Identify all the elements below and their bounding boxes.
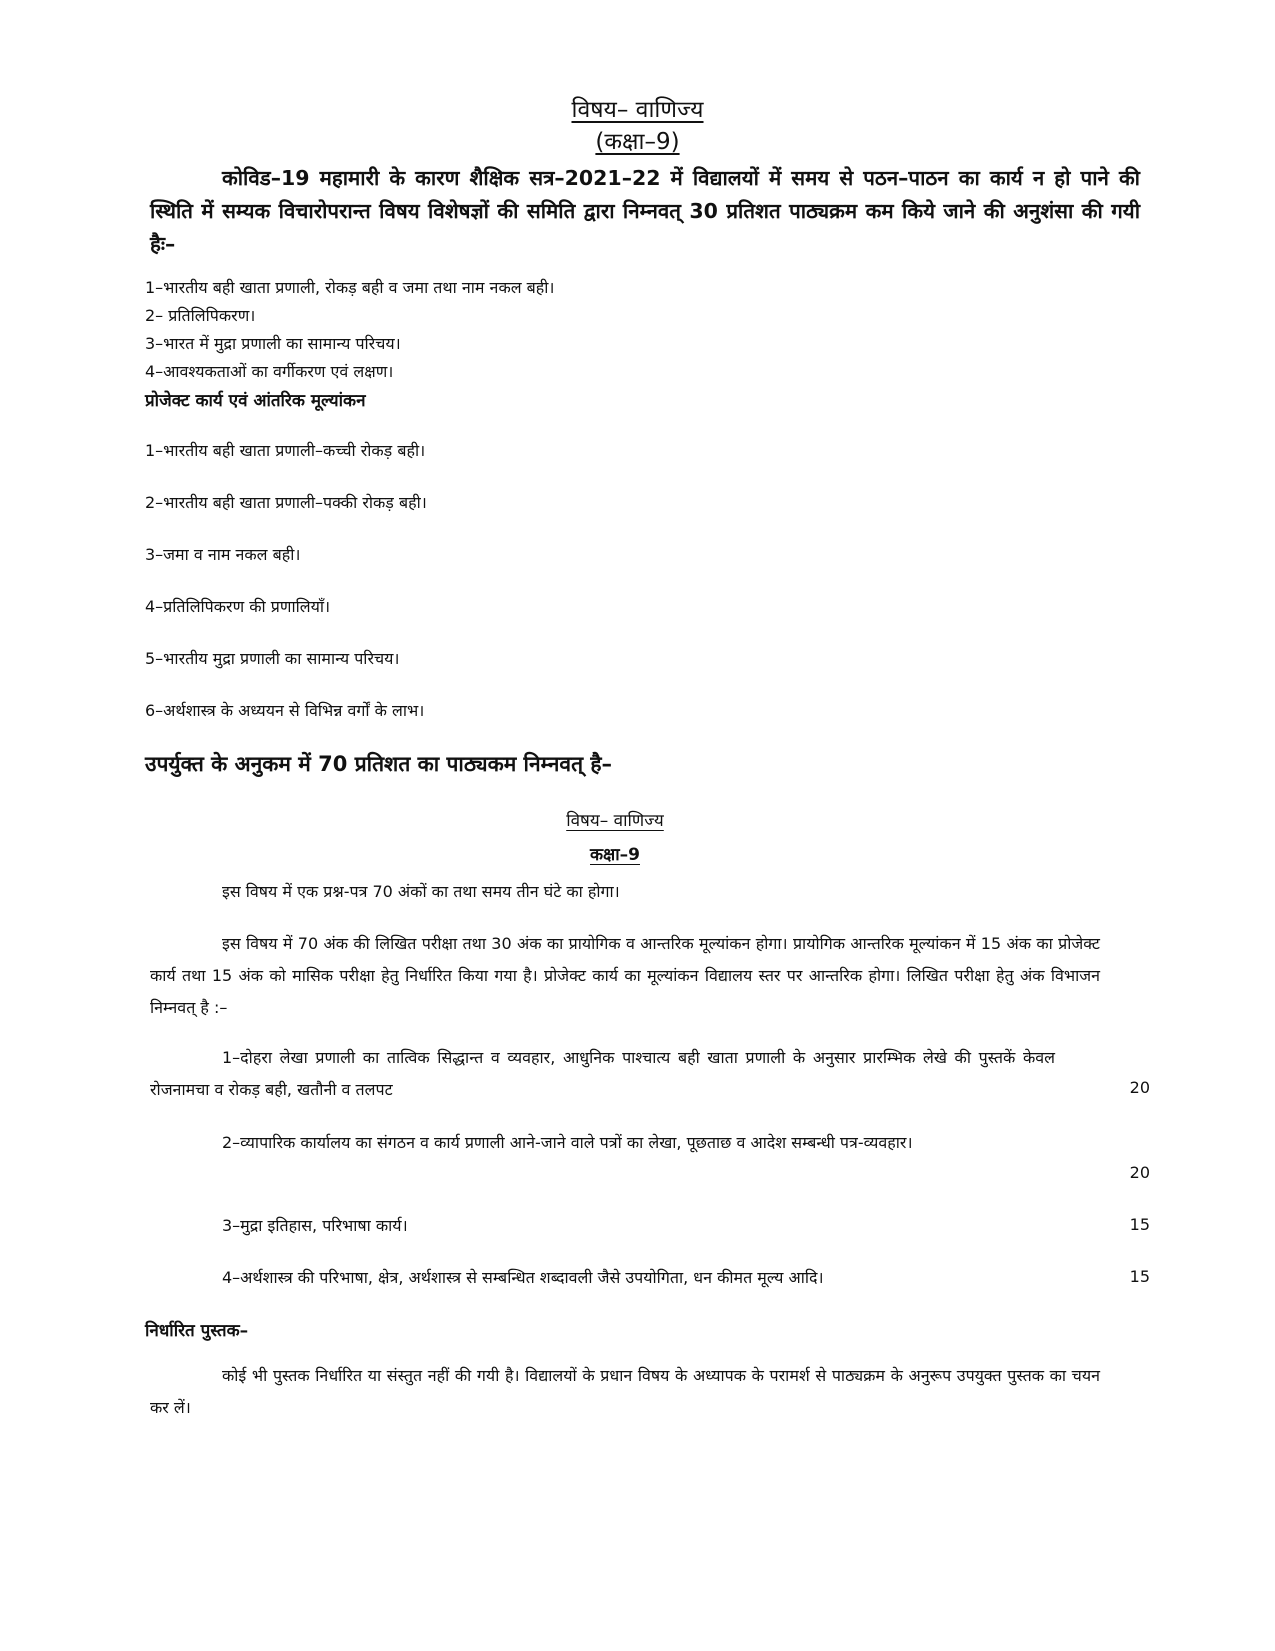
reduced-item-3: 3–भारत में मुद्रा प्रणाली का सामान्य परिचय। [145, 334, 401, 353]
project-heading: प्रोजेक्ट कार्य एवं आंतरिक मूल्यांकन [145, 391, 366, 411]
syllabus-item-1-marks: 20 [1129, 1078, 1150, 1097]
reduced-item-2: 2– प्रतिलिपिकरण। [145, 306, 256, 325]
syllabus-item-4-marks: 15 [1129, 1267, 1150, 1286]
syllabus-item-3-marks: 15 [1129, 1215, 1150, 1234]
project-item-1: 1–भारतीय बही खाता प्रणाली–कच्ची रोकड़ बही। [145, 441, 426, 460]
reduced-item-1: 1–भारतीय बही खाता प्रणाली, रोकड़ बही व जमा तथा नाम नकल बही। [145, 278, 555, 297]
marks-distribution-paragraph: इस विषय में 70 अंक की लिखित परीक्षा तथा 30 अंक का प्रायोगिक व आन्तरिक मूल्यांकन होगा। प्रायोगिक आन्तरिक मूल्यांकन में 15 अंक का प्रोजेक्ट कार्य तथा 15 अंक को मासिक परीक्षा हेतु निर्धारित किया गया है। प्रोजेक्ट कार्य का मूल्यांकन विद्यालय स्तर पर आन्तरिक होगा। लिखित परीक्षा हेतु अंक विभाजन निम्नवत् है :– [150, 934, 1100, 1017]
subject-title: विषय– वाणिज्य [571, 97, 704, 123]
syllabus-item-1: 1–दोहरा लेखा प्रणाली का तात्विक सिद्धान्त व व्यवहार, आधुनिक पाश्चात्य बही खाता प्रणाली के अनुसार प्रारम्भिक लेखे की पुस्तकें केवल रोजनामचा व रोकड़ बही, खतौनी व तलपट [150, 1048, 1055, 1099]
syllabus-item-2: 2–व्यापारिक कार्यालय का संगठन व कार्य प्रणाली आने-जाने वाले पत्रों का लेखा, पूछताछ व आदेश सम्बन्धी पत्र-व्यवहार। [222, 1133, 913, 1152]
project-item-4: 4–प्रतिलिपिकरण की प्रणालियाँ। [145, 597, 331, 616]
exam-paper-paragraph: इस विषय में एक प्रश्न-पत्र 70 अंकों का तथा समय तीन घंटे का होगा। [222, 882, 620, 901]
project-item-3: 3–जमा व नाम नकल बही। [145, 545, 301, 564]
seventy-percent-heading: उपर्युक्त के अनुकम में 70 प्रतिशत का पाठ्यकम निम्नवत् है– [145, 752, 612, 776]
project-item-5: 5–भारतीय मुद्रा प्रणाली का सामान्य परिचय। [145, 649, 400, 668]
section2-class-title: कक्षा–9 [590, 845, 640, 865]
books-paragraph: कोई भी पुस्तक निर्धारित या संस्तुत नहीं की गयी है। विद्यालयों के प्रधान विषय के अध्यापक के परामर्श से पाठ्यक्रम के अनुरूप उपयुक्त पुस्तक का चयन कर लें। [150, 1366, 1100, 1417]
class-title: (कक्षा–9) [595, 129, 680, 155]
project-item-6: 6–अर्थशास्त्र के अध्ययन से विभिन्न वर्गों के लाभ। [145, 701, 425, 720]
intro-paragraph: कोविड–19 महामारी के कारण शैक्षिक सत्र–2021–22 में विद्यालयों में समय से पठन–पाठन का कार्य न हो पाने की स्थिति में सम्यक विचारोपरान्त विषय विशेषज्ञों की समिति द्वारा निम्नवत् 30 प्रतिशत पाठ्यक्रम कम किये जाने की अनुशंसा की गयी हैः– [150, 166, 1140, 256]
syllabus-item-2-marks: 20 [1129, 1163, 1150, 1182]
books-heading: निर्धारित पुस्तक– [145, 1321, 249, 1341]
syllabus-item-3: 3–मुद्रा इतिहास, परिभाषा कार्य। [222, 1216, 408, 1235]
reduced-item-4: 4–आवश्यकताओं का वर्गीकरण एवं लक्षण। [145, 362, 394, 381]
syllabus-item-4: 4–अर्थशास्त्र की परिभाषा, क्षेत्र, अर्थशास्त्र से सम्बन्धित शब्दावली जैसे उपयोगिता, धन कीमत मूल्य आदि। [222, 1268, 824, 1287]
project-item-2: 2–भारतीय बही खाता प्रणाली–पक्की रोकड़ बही। [145, 493, 427, 512]
section2-subject-title: विषय– वाणिज्य [566, 811, 664, 831]
